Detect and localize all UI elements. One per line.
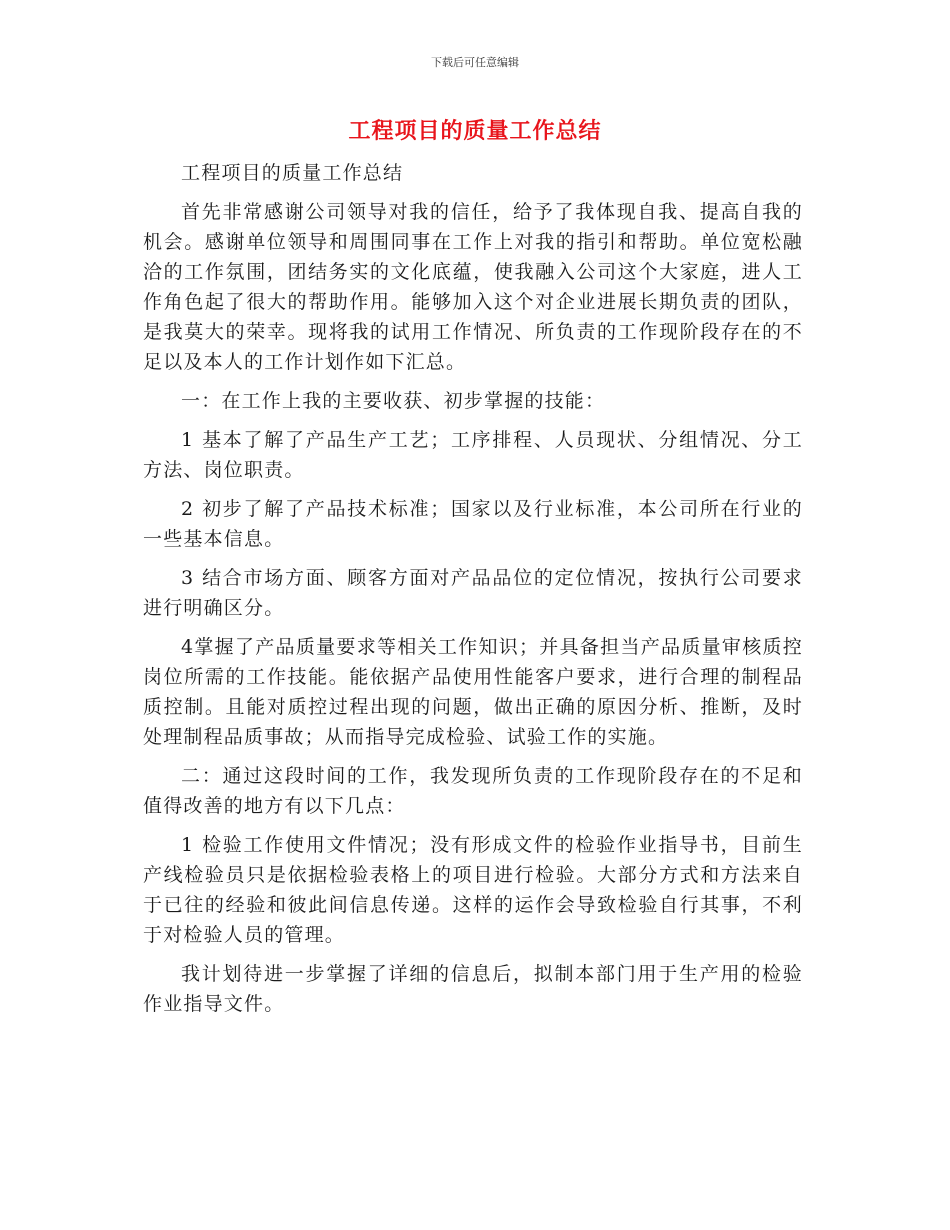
header-note: 下载后可任意编辑 <box>431 56 519 69</box>
paragraph-heading: 二：通过这段时间的工作，我发现所负责的工作现阶段存在的不足和值得改善的地方有以下几点： <box>143 765 803 817</box>
paragraph: 1 基本了解了产品生产工艺；工序排程、人员现状、分组情况、分工方法、岗位职责。 <box>143 429 803 481</box>
document-title: 工程项目的质量工作总结 <box>348 119 602 144</box>
paragraph: 4掌握了产品质量要求等相关工作知识；并具备担当产品质量审核质控岗位所需的工作技能。能依据产品使用性能客户要求，进行合理的制程品质控制。且能对质控过程出现的问题，做出正确的原因分析、推断，及时处理制程品质事故；从而指导完成检验、试验工作的实施。 <box>143 636 803 748</box>
paragraph: 3 结合市场方面、顾客方面对产品品位的定位情况，按执行公司要求进行明确区分。 <box>143 567 803 619</box>
paragraph: 首先非常感谢公司领导对我的信任，给予了我体现自我、提高自我的机会。感谢单位领导和周围同事在工作上对我的指引和帮助。单位宽松融洽的工作氛围，团结务实的文化底蕴，使我融入公司这个大家庭，进人工作角色起了很大的帮助作用。能够加入这个对企业进展长期负责的团队，是我莫大的荣幸。现将我的试用工作情况、所负责的工作现阶段存在的不足以及本人的工作计划作如下汇总。 <box>143 201 803 373</box>
paragraph-heading: 一：在工作上我的主要收获、初步掌握的技能： <box>181 390 606 412</box>
document-body <box>143 158 803 1028</box>
paragraph: 1 检验工作使用文件情况；没有形成文件的检验作业指导书，目前生产线检验员只是依据检验表格上的项目进行检验。大部分方式和方法来自于已往的经验和彼此间信息传递。这样的运作会导致检验自行其事，不利于对检验人员的管理。 <box>143 834 803 946</box>
paragraph: 我计划待进一步掌握了详细的信息后，拟制本部门用于生产用的检验作业指导文件。 <box>143 963 803 1015</box>
paragraph: 2 初步了解了产品技术标准；国家以及行业标准，本公司所在行业的一些基本信息。 <box>143 498 803 550</box>
paragraph-subtitle: 工程项目的质量工作总结 <box>181 162 404 184</box>
